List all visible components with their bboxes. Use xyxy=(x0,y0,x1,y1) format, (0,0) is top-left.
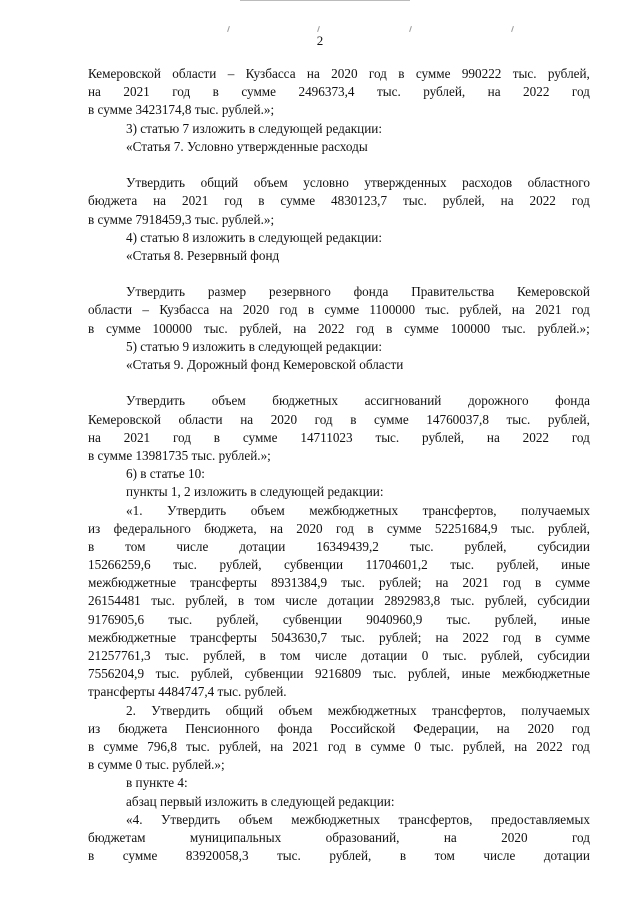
blank-line xyxy=(88,265,590,283)
word: рублей, xyxy=(459,302,502,318)
word: год xyxy=(571,193,590,209)
word: иные xyxy=(561,611,590,627)
word: тыс. xyxy=(376,84,401,100)
document-body xyxy=(88,65,590,865)
word: том xyxy=(280,648,301,663)
word: сумме xyxy=(555,575,590,591)
text-line xyxy=(88,429,590,447)
word: тыс. xyxy=(155,666,180,682)
word: том xyxy=(434,848,455,864)
word: тыс. xyxy=(341,575,365,591)
text-line: «Статья 9. Дорожный фонд Кемеровской области xyxy=(126,357,404,372)
text-line xyxy=(88,301,590,319)
word: дотации xyxy=(327,593,374,609)
text-line: в сумме 0 тыс. рублей.»; xyxy=(88,757,225,773)
word: в xyxy=(88,538,95,554)
word: 16349439,2 xyxy=(316,538,379,554)
word: дотации xyxy=(543,848,590,864)
word: бюджета, xyxy=(204,520,257,536)
word: утвержденных xyxy=(364,175,447,191)
word: тыс. xyxy=(510,520,535,536)
word: сумме xyxy=(242,429,278,445)
word: рублей, xyxy=(423,84,466,100)
word: сумме xyxy=(415,66,451,81)
word: рублей, xyxy=(408,666,451,682)
word: рублей, xyxy=(464,538,507,554)
word: субсидии xyxy=(537,593,590,609)
word: 9216809 xyxy=(315,666,362,682)
word: дотации xyxy=(361,648,408,663)
text-line xyxy=(88,320,590,338)
word: год xyxy=(314,411,333,427)
word: Пенсионного xyxy=(185,720,260,736)
text-line xyxy=(88,411,590,429)
word: иные xyxy=(461,666,491,682)
word: рублей, xyxy=(463,738,506,754)
word: тыс. xyxy=(168,611,193,627)
word: сумме xyxy=(370,738,406,754)
word: тыс. xyxy=(277,848,301,864)
word: субвенции xyxy=(284,557,344,573)
word: рублей, xyxy=(219,557,262,573)
word: бюджета xyxy=(118,720,168,736)
text-line xyxy=(88,174,590,192)
word: рублей, xyxy=(480,648,523,663)
word: на xyxy=(511,302,525,318)
word: фонда xyxy=(555,393,590,409)
word: объем xyxy=(253,175,288,191)
word: год xyxy=(172,84,191,100)
word: трансферты xyxy=(190,575,258,591)
word: на xyxy=(496,720,510,736)
word: на xyxy=(153,193,167,209)
text-line xyxy=(88,811,590,829)
word: в xyxy=(237,593,245,609)
word: рублей; xyxy=(379,575,422,591)
text-line: в сумме 13981735 тыс. рублей.»; xyxy=(88,447,271,463)
word: «4. xyxy=(126,811,143,827)
text-line xyxy=(88,502,590,520)
text-line xyxy=(88,538,590,556)
word: общий xyxy=(200,175,239,191)
word: на xyxy=(88,429,101,445)
word: 2020 xyxy=(527,720,554,736)
word: предоставляемых xyxy=(491,811,590,827)
word: тыс. xyxy=(151,593,175,609)
word: на xyxy=(443,829,457,845)
text-line: абзац первый изложить в следующей редакции: xyxy=(126,793,395,809)
word: Утвердить xyxy=(161,811,221,827)
word: рублей, xyxy=(547,66,590,81)
word: образований, xyxy=(325,829,400,845)
word: рублей, xyxy=(442,193,485,209)
word: 83920058,3 xyxy=(185,848,249,864)
text-line xyxy=(88,720,590,738)
word: рублей, xyxy=(484,593,527,609)
word: год xyxy=(356,320,375,336)
word: в xyxy=(386,320,393,336)
word: трансфертов, xyxy=(422,502,497,518)
word: тыс. xyxy=(425,302,450,318)
word: 990222 xyxy=(461,66,502,81)
word: 2021 xyxy=(123,84,150,100)
word: год xyxy=(571,720,590,736)
word: 0 xyxy=(414,738,421,754)
word: на xyxy=(293,320,307,336)
word: на xyxy=(514,738,528,754)
word: трансфертов, xyxy=(398,811,473,827)
word: тыс. xyxy=(501,320,526,336)
blank-line xyxy=(88,374,590,392)
text-line: трансферты 4484747,4 тыс. рублей. xyxy=(88,684,287,700)
word: Правительства xyxy=(411,284,495,300)
word: тыс. xyxy=(203,320,228,336)
word: в xyxy=(88,848,95,864)
word: 5043630,7 xyxy=(271,629,328,645)
word: в xyxy=(398,66,405,81)
scan-top-line xyxy=(240,0,410,1)
word: рублей, xyxy=(185,593,228,609)
word: год xyxy=(571,302,590,318)
word: 21257761,3 xyxy=(88,648,151,663)
word: тыс. xyxy=(375,429,400,445)
text-line xyxy=(88,283,590,301)
word: тыс. xyxy=(372,666,397,682)
text-line: 6) в статье 10: xyxy=(126,466,205,482)
word: 9176905,6 xyxy=(88,611,145,627)
word: тыс. xyxy=(173,557,197,573)
word: сумме xyxy=(122,848,158,864)
text-line: 3) статью 7 изложить в следующей редакции: xyxy=(126,120,382,136)
word: рублей; xyxy=(379,629,422,645)
word: субвенции xyxy=(282,611,342,627)
text-line xyxy=(88,392,590,410)
word: из xyxy=(88,520,101,536)
word: 52251684,9 xyxy=(434,520,498,536)
text-line xyxy=(88,829,590,847)
word: тыс. xyxy=(409,538,434,554)
word: Федерации, xyxy=(413,720,479,736)
word: сумме xyxy=(103,738,139,754)
word: 2021 xyxy=(123,429,151,445)
word: на xyxy=(500,193,514,209)
word: 2020 xyxy=(501,829,528,845)
text-line: 5) статью 9 изложить в следующей редакции: xyxy=(126,338,382,354)
text-line xyxy=(88,192,590,210)
blank-line xyxy=(88,156,590,174)
word: в xyxy=(367,520,374,536)
word: числе xyxy=(176,538,209,554)
word: год xyxy=(571,429,590,445)
word: Кемеровской xyxy=(88,411,161,427)
word: межбюджетных xyxy=(327,702,417,718)
word: фонда xyxy=(353,284,389,300)
word: рублей, xyxy=(494,611,537,627)
word: 100000 xyxy=(152,320,193,336)
word: иные xyxy=(561,557,590,573)
word: объем xyxy=(250,502,285,518)
word: – xyxy=(142,302,150,318)
text-line xyxy=(88,847,590,865)
word: в xyxy=(259,648,266,663)
word: резервного xyxy=(268,284,331,300)
word: в xyxy=(534,629,542,645)
word: рублей, xyxy=(190,666,233,682)
word: 26154481 xyxy=(88,593,141,609)
word: Утвердить xyxy=(167,502,227,518)
word: Утвердить xyxy=(151,702,211,718)
word: сумме xyxy=(241,84,277,100)
word: бюджета xyxy=(88,193,138,209)
text-line xyxy=(88,574,590,592)
word: на xyxy=(88,84,101,100)
word: дорожного xyxy=(467,393,529,409)
word: «1. xyxy=(126,502,143,518)
word: год xyxy=(502,575,521,591)
word: 100000 xyxy=(450,320,491,336)
word: тыс. xyxy=(450,557,475,573)
word: субсидии xyxy=(537,538,590,554)
word: бюджетных xyxy=(272,393,338,409)
word: трансфертов, xyxy=(431,702,506,718)
word: бюджетам xyxy=(88,829,146,845)
text-line xyxy=(88,592,590,610)
word: 2022 xyxy=(318,320,345,336)
word: Утвердить xyxy=(126,393,186,409)
word: рублей, xyxy=(216,611,259,627)
word: Кемеровской xyxy=(517,284,590,300)
word: области xyxy=(178,411,223,427)
word: рублей, xyxy=(239,320,282,336)
word: 2021 xyxy=(292,738,319,754)
word: 2. xyxy=(126,702,136,718)
text-line xyxy=(88,65,590,83)
word: год xyxy=(368,66,387,81)
word: тыс. xyxy=(430,738,454,754)
text-line xyxy=(88,629,590,647)
word: получаемых xyxy=(521,702,590,718)
text-line: в пункте 4: xyxy=(126,775,188,791)
word: рублей, xyxy=(496,557,539,573)
word: год xyxy=(279,302,298,318)
word: 11704601,2 xyxy=(365,557,428,573)
word: объем xyxy=(211,393,246,409)
word: на xyxy=(486,429,500,445)
text-line: «Статья 8. Резервный фонд xyxy=(126,247,280,263)
text-line xyxy=(88,702,590,720)
word: 2496373,4 xyxy=(298,84,355,100)
word: 2021 xyxy=(462,575,489,591)
word: рублей, xyxy=(547,411,590,427)
word: тыс. xyxy=(186,738,210,754)
word: межбюджетные xyxy=(501,666,590,682)
word: на xyxy=(306,66,320,81)
word: тыс. xyxy=(165,648,189,663)
word: межбюджетных xyxy=(309,502,399,518)
word: 15266259,6 xyxy=(88,557,151,573)
word: в xyxy=(307,302,315,318)
word: 796,8 xyxy=(147,738,177,754)
word: 2020 xyxy=(270,411,298,427)
word: 14760037,8 xyxy=(426,411,489,427)
word: числе xyxy=(285,593,318,609)
word: 2020 xyxy=(331,66,358,81)
word: рублей, xyxy=(219,738,262,754)
word: 1100000 xyxy=(369,302,416,318)
text-line: 4) статью 8 изложить в следующей редакции: xyxy=(126,229,382,245)
word: межбюджетные xyxy=(88,629,177,645)
word: на xyxy=(240,411,254,427)
text-line xyxy=(88,83,590,101)
word: сумме xyxy=(324,302,360,318)
word: том xyxy=(125,538,146,554)
word: 2022 xyxy=(536,738,563,754)
word: муниципальных xyxy=(189,829,282,845)
word: числе xyxy=(314,648,347,663)
word: области xyxy=(172,66,217,81)
word: на xyxy=(270,738,284,754)
word: 2021 xyxy=(535,302,562,318)
word: том xyxy=(254,593,275,609)
word: трансферты xyxy=(190,629,258,645)
word: тыс. xyxy=(446,611,471,627)
word: субвенции xyxy=(244,666,304,682)
text-line xyxy=(88,556,590,574)
word: в xyxy=(258,193,265,209)
word: размер xyxy=(207,284,247,300)
word: Кемеровской xyxy=(88,66,161,81)
word: числе xyxy=(483,848,516,864)
word: рублей, xyxy=(422,429,465,445)
scan-mark xyxy=(317,26,320,32)
word: в xyxy=(88,738,95,754)
word: из xyxy=(88,720,101,736)
word: тыс. xyxy=(402,193,427,209)
word: 2892983,8 xyxy=(384,593,441,609)
word: сумме xyxy=(386,520,422,536)
word: тыс. xyxy=(512,66,537,81)
word: тыс. xyxy=(341,629,365,645)
text-line xyxy=(88,738,590,756)
scan-mark xyxy=(409,26,412,32)
word: областного xyxy=(527,175,590,191)
word: год xyxy=(172,429,191,445)
text-line: «Статья 7. Условно утвержденные расходы xyxy=(126,138,368,154)
text-line xyxy=(88,665,590,683)
word: в xyxy=(399,848,407,864)
word: 2020 xyxy=(242,302,270,318)
word: в xyxy=(212,84,219,100)
word: – xyxy=(227,66,235,81)
word: в xyxy=(213,429,221,445)
word: в xyxy=(534,575,542,591)
scan-mark xyxy=(511,26,514,32)
text-line: в сумме 3423174,8 тыс. рублей.»; xyxy=(88,102,275,118)
word: 2022 xyxy=(522,429,550,445)
word: межбюджетных xyxy=(291,811,380,827)
word: 2022 xyxy=(523,84,550,100)
word: год xyxy=(224,193,243,209)
word: рублей, xyxy=(329,848,372,864)
word: тыс. xyxy=(506,411,531,427)
word: год xyxy=(502,629,521,645)
word: сумме xyxy=(404,320,439,336)
word: условно xyxy=(303,175,349,191)
word: общий xyxy=(225,702,264,718)
word: 14711023 xyxy=(300,429,353,445)
word: 7556204,9 xyxy=(88,666,145,682)
word: получаемых xyxy=(521,502,590,518)
word: сумме xyxy=(280,193,316,209)
word: ассигнований xyxy=(364,393,442,409)
word: рублей, xyxy=(203,648,246,663)
word: на xyxy=(219,302,233,318)
word: объем xyxy=(278,702,313,718)
word: сумме xyxy=(106,320,141,336)
word: в xyxy=(350,411,357,427)
word: год xyxy=(571,829,590,845)
word: тыс. xyxy=(442,648,467,663)
word: субсидии xyxy=(537,648,590,663)
word: рублей.»; xyxy=(537,320,590,336)
word: дотации xyxy=(239,538,286,554)
word: на xyxy=(435,629,449,645)
text-line xyxy=(88,647,590,665)
word: тыс. xyxy=(450,593,475,609)
word: 2021 xyxy=(181,193,209,209)
word: 9040960,9 xyxy=(366,611,423,627)
word: 2022 xyxy=(462,629,489,645)
word: 4830123,7 xyxy=(331,193,388,209)
word: 2020 xyxy=(296,520,323,536)
word: год xyxy=(327,738,346,754)
word: сумме xyxy=(374,411,409,427)
word: сумме xyxy=(555,629,590,645)
text-line xyxy=(88,520,590,538)
word: год xyxy=(335,520,354,536)
scan-mark xyxy=(227,26,230,32)
word: на xyxy=(435,575,449,591)
word: 0 xyxy=(421,648,429,663)
word: Утвердить xyxy=(126,175,186,191)
word: в xyxy=(88,320,95,336)
word: фонда xyxy=(277,720,313,736)
word: Кузбасса xyxy=(159,302,210,318)
text-line: пункты 1, 2 изложить в следующей редакции: xyxy=(126,484,384,500)
word: области xyxy=(88,302,133,318)
word: межбюджетные xyxy=(88,575,177,591)
word: Российской xyxy=(330,720,396,736)
word: Кузбасса xyxy=(245,66,296,81)
word: год xyxy=(571,84,590,100)
page-number: 2 xyxy=(316,33,324,48)
word: на xyxy=(270,520,283,536)
word: на xyxy=(487,84,501,100)
word: Утвердить xyxy=(126,284,186,300)
word: федерального xyxy=(113,520,191,536)
word: 2022 xyxy=(529,193,556,209)
word: расходов xyxy=(462,175,513,191)
text-line: в сумме 7918459,3 тыс. рублей.»; xyxy=(88,211,275,227)
word: рублей, xyxy=(547,520,590,536)
word: объем xyxy=(238,811,273,827)
word: год xyxy=(571,738,590,754)
word: 8931384,9 xyxy=(271,575,328,591)
word: в xyxy=(355,738,362,754)
text-line xyxy=(88,611,590,629)
